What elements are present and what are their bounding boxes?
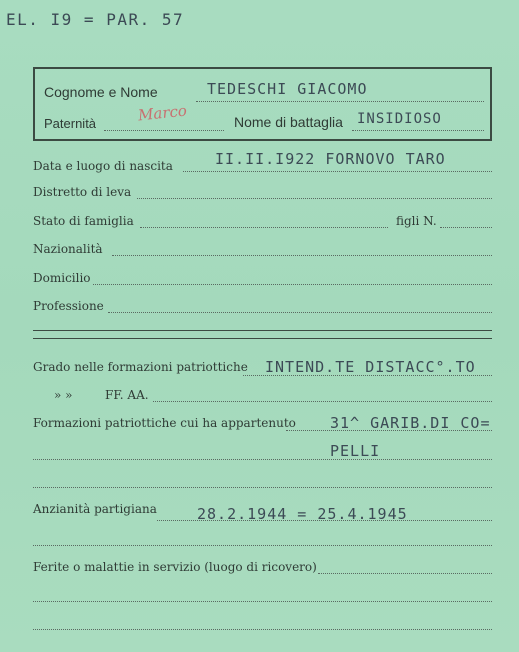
nationality-line xyxy=(112,255,492,256)
district-line xyxy=(137,198,492,199)
rank-label: Grado nelle formazioni patriottiche xyxy=(33,360,248,374)
domicile-line xyxy=(93,284,492,285)
battle-name-value: INSIDIOSO xyxy=(357,111,442,127)
ffaa-label: FF. AA. xyxy=(105,388,149,402)
ffaa-line xyxy=(153,401,492,402)
birth-line xyxy=(183,171,492,172)
divider-top xyxy=(33,330,492,331)
wounds-line-2 xyxy=(33,601,492,602)
domicile-label: Domicilio xyxy=(33,271,91,285)
seniority-line-2 xyxy=(33,545,492,546)
name-line xyxy=(196,101,484,102)
profession-line xyxy=(108,312,492,313)
profession-label: Professione xyxy=(33,299,104,313)
seniority-line xyxy=(157,520,492,521)
seniority-label: Anzianità partigiana xyxy=(33,502,157,516)
nationality-label: Nazionalità xyxy=(33,242,103,256)
paternity-line xyxy=(104,130,224,131)
formations-value-2: PELLI xyxy=(330,442,381,460)
name-value: TEDESCHI GIACOMO xyxy=(207,80,368,98)
formations-label: Formazioni patriottiche cui ha appartenuto xyxy=(33,416,296,430)
formations-line-2 xyxy=(33,459,492,460)
battle-name-label: Nome di battaglia xyxy=(234,114,343,130)
children-line xyxy=(440,227,492,228)
children-label: figli N. xyxy=(396,214,437,228)
wounds-line-1 xyxy=(318,573,492,574)
formations-line-3 xyxy=(33,487,492,488)
rank-line xyxy=(243,375,492,376)
battle-name-line xyxy=(352,130,484,131)
paternity-value: Marco xyxy=(137,101,188,125)
divider-bottom xyxy=(33,338,492,339)
formations-line-1 xyxy=(286,430,492,431)
name-label: Cognome e Nome xyxy=(44,84,158,100)
wounds-line-3 xyxy=(33,629,492,630)
family-label: Stato di famiglia xyxy=(33,214,134,228)
birth-value: II.II.I922 FORNOVO TARO xyxy=(215,150,446,168)
header-code: EL. I9 = PAR. 57 xyxy=(6,10,185,29)
rank-value: INTEND.TE DISTACC°.TO xyxy=(265,358,476,376)
formations-value-1: 31^ GARIB.DI CO= xyxy=(330,414,491,432)
paternity-label: Paternità xyxy=(44,116,97,131)
birth-label: Data e luogo di nascita xyxy=(33,159,173,173)
district-label: Distretto di leva xyxy=(33,185,132,199)
wounds-label: Ferite o malattie in servizio (luogo di ricovero) xyxy=(33,560,317,574)
family-line xyxy=(140,227,388,228)
seniority-value: 28.2.1944 = 25.4.1945 xyxy=(197,505,408,523)
ffaa-prefix: » » xyxy=(54,388,73,402)
